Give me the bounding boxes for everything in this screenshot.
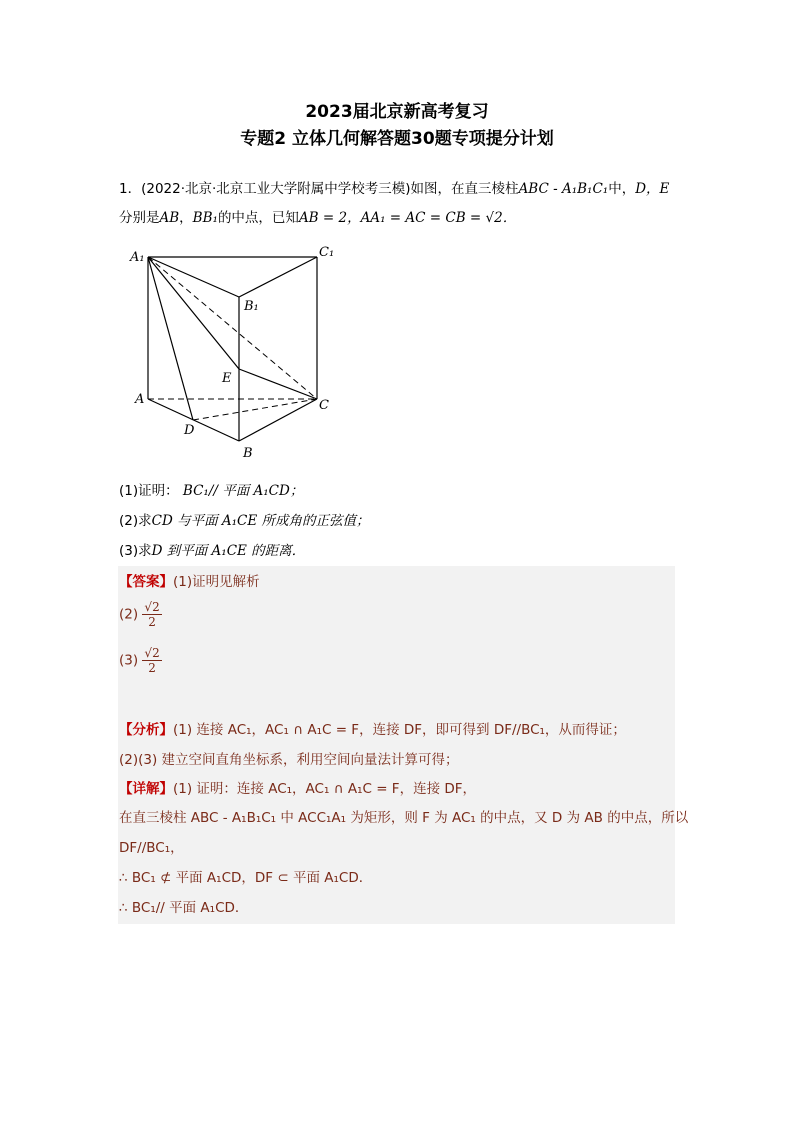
answer-part-2 xyxy=(119,600,162,629)
label-e: E xyxy=(222,371,232,386)
edge-a1-c xyxy=(148,257,317,399)
label-b: B xyxy=(243,446,253,461)
label-c1: C₁ xyxy=(319,245,335,260)
prism-name: ABC - A₁B₁C₁ xyxy=(518,181,609,197)
answer-part-2-label: (2) xyxy=(119,606,139,623)
segment-ab: AB xyxy=(159,210,180,226)
document-title: 2023届北京新高考复习 xyxy=(305,102,489,122)
detail-text-3: DF//BC₁， xyxy=(119,840,184,856)
label-d: D xyxy=(184,423,195,438)
fraction-numerator: √2 xyxy=(144,600,160,614)
analysis-tag: 【分析】 xyxy=(119,722,173,738)
answer-part-3 xyxy=(119,646,162,675)
question-3-num: (3)求 xyxy=(119,543,152,559)
question-2-expr: CD 与平面 A₁CE 所成角的正弦值； xyxy=(151,513,370,529)
problem-intro-mid: 中， xyxy=(608,181,636,197)
detail-line-5 xyxy=(119,896,248,916)
problem-line-1 xyxy=(119,177,669,197)
label-c: C xyxy=(319,398,329,413)
question-2 xyxy=(119,509,370,529)
document-subtitle: 专题2 立体几何解答题30题专项提分计划 xyxy=(240,129,554,149)
question-3-expr: D 到平面 A₁CE 的距离． xyxy=(151,543,306,559)
analysis-text-1: (1) 连接 AC₁，AC₁ ∩ A₁C = F，连接 DF，即可得到 DF//BC₁，从而得证； xyxy=(173,722,626,738)
analysis-text-2: (2)(3) 建立空间直角坐标系，利用空间向量法计算可得； xyxy=(119,752,459,768)
problem-intro: 1．(2022·北京·北京工业大学附属中学校考三模)如图，在直三棱柱 xyxy=(119,181,519,197)
fraction-sqrt2-over-2 xyxy=(142,646,161,675)
label-a1: A₁ xyxy=(130,250,145,265)
edge-b1-c1 xyxy=(239,257,317,297)
question-1 xyxy=(119,479,303,499)
prism-figure xyxy=(128,244,348,464)
problem-line2-prefix: 分别是 xyxy=(119,210,160,226)
analysis-line-2 xyxy=(119,748,459,768)
detail-text-4: ∴ BC₁ ⊄ 平面 A₁CD，DF ⊂ 平面 A₁CD． xyxy=(119,870,373,886)
analysis-line-1 xyxy=(119,718,626,738)
detail-line-1 xyxy=(119,777,476,797)
detail-tag: 【详解】 xyxy=(119,781,173,797)
question-2-num: (2)求 xyxy=(119,513,152,529)
problem-line2-mid: 的中点，已知 xyxy=(217,210,299,226)
fraction-denominator: 2 xyxy=(148,615,156,629)
question-3 xyxy=(119,539,305,559)
problem-line-2: 分别是AB，BB₁的中点，已知AB = 2，AA₁ = AC = CB = √2． xyxy=(119,210,517,226)
detail-line-3 xyxy=(119,836,184,856)
edge-e-c xyxy=(239,369,317,399)
question-1-num: (1)证明： xyxy=(119,483,179,499)
answer-part-3-label: (3) xyxy=(119,652,139,669)
segment-bb1: BB₁ xyxy=(192,210,218,226)
edge-a1-b1 xyxy=(148,257,239,297)
label-b1: B₁ xyxy=(244,299,259,314)
given-values: AB = 2，AA₁ = AC = CB = √2． xyxy=(298,210,517,226)
answer-line xyxy=(119,570,260,590)
answer-tag: 【答案】 xyxy=(119,574,173,590)
detail-line-4 xyxy=(119,866,372,886)
detail-line-2 xyxy=(119,806,688,826)
edge-a1-d xyxy=(148,257,193,420)
detail-text-2: 在直三棱柱 ABC - A₁B₁C₁ 中 ACC₁A₁ 为矩形，则 F 为 AC₁ 的中点，又 D 为 AB 的中点，所以 xyxy=(119,810,689,826)
label-a: A xyxy=(135,392,145,407)
edge-b-c xyxy=(239,399,317,441)
question-1-expr: BC₁// 平面 A₁CD； xyxy=(182,483,304,499)
edge-a1-e xyxy=(148,257,239,369)
fraction-sqrt2-over-2 xyxy=(142,600,161,629)
fraction-numerator: √2 xyxy=(144,646,160,660)
fraction-denominator: 2 xyxy=(148,661,156,675)
detail-text-1: (1) 证明：连接 AC₁，AC₁ ∩ A₁C = F，连接 DF， xyxy=(173,781,477,797)
answer-part-1: (1)证明见解析 xyxy=(173,574,260,590)
midpoints: D，E xyxy=(635,181,670,197)
detail-text-5: ∴ BC₁// 平面 A₁CD． xyxy=(119,900,249,916)
